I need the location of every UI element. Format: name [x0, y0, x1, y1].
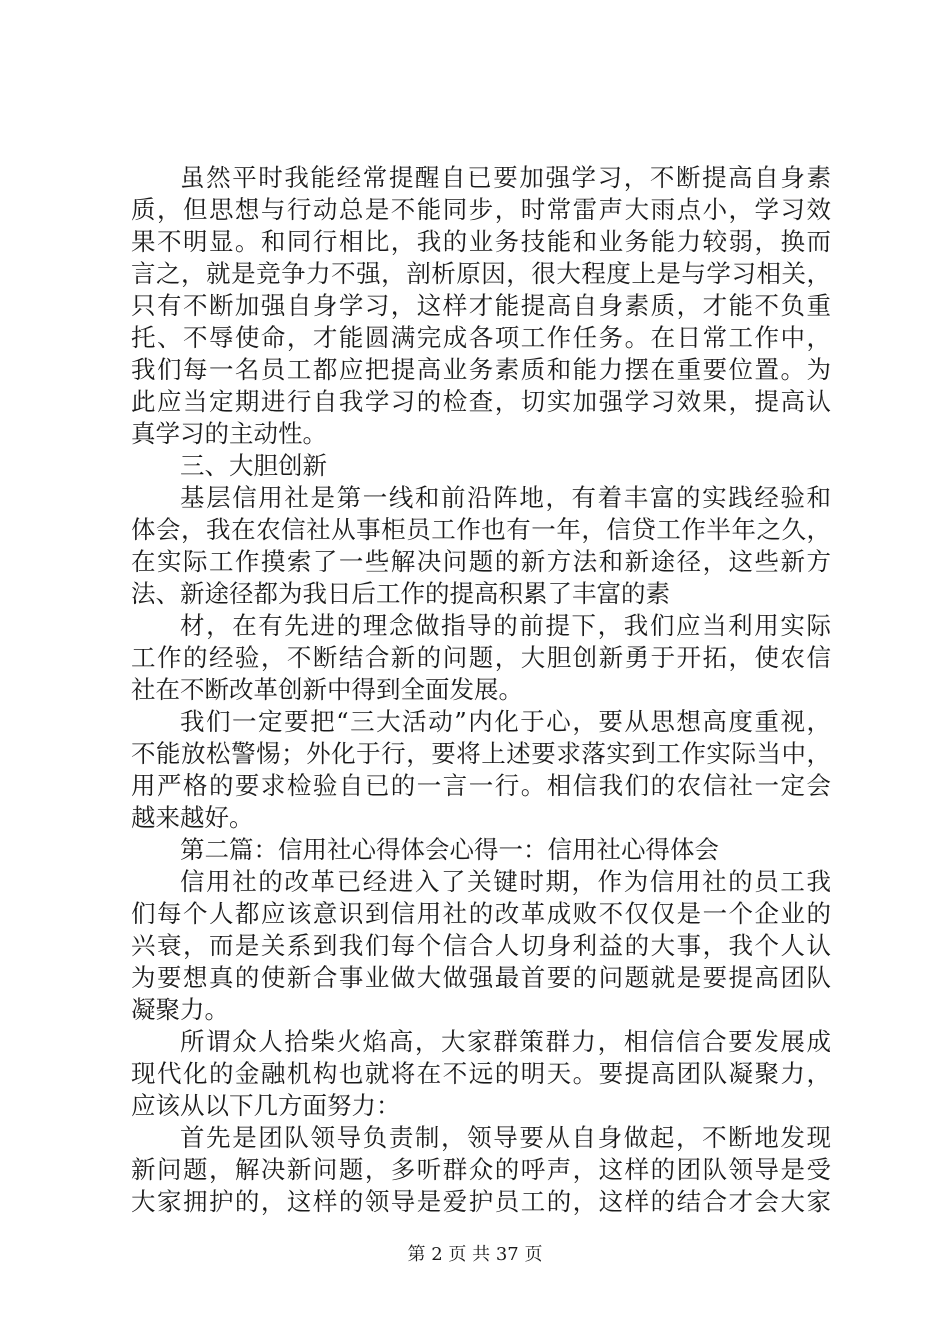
text-line: 现代化的金融机构也就将在不远的明天。要提高团队凝聚力， — [131, 1059, 831, 1088]
text-line: 材，在有先进的理念做指导的前提下，我们应当利用实际 — [180, 611, 831, 640]
text-line: 我们一定要把“三大活动”内化于心，要从思想高度重视， — [180, 707, 831, 736]
text-line: 大家拥护的，这样的领导是爱护员工的，这样的结合才会大家 — [131, 1187, 831, 1216]
text-line: 此应当定期进行自我学习的检查，切实加强学习效果，提高认 — [131, 387, 831, 416]
text-line: 我们每一名员工都应把提高业务素质和能力摆在重要位置。为 — [131, 355, 831, 384]
text-line: 新问题，解决新问题，多听群众的呼声，这样的团队领导是受 — [131, 1155, 831, 1184]
text-line: 法、新途径都为我日后工作的提高积累了丰富的素 — [131, 579, 670, 608]
text-line: 质，但思想与行动总是不能同步，时常雷声大雨点小，学习效 — [131, 195, 831, 224]
text-line: 凝聚力。 — [131, 995, 229, 1024]
text-line: 托、不辱使命，才能圆满完成各项工作任务。在日常工作中， — [131, 323, 831, 352]
text-line: 不能放松警惕；外化于行，要将上述要求落实到工作实际当中， — [131, 739, 831, 768]
text-line: 社在不断改革创新中得到全面发展。 — [131, 675, 523, 704]
text-line: 首先是团队领导负责制，领导要从自身做起，不断地发现 — [180, 1123, 831, 1152]
text-line: 为要想真的使新合事业做大做强最首要的问题就是要提高团队 — [131, 963, 831, 992]
text-line: 应该从以下几方面努力： — [131, 1091, 401, 1120]
text-line: 言之，就是竞争力不强，剖析原因，很大程度上是与学习相关， — [131, 259, 831, 288]
text-line: 虽然平时我能经常提醒自已要加强学习，不断提高自身素 — [180, 163, 831, 192]
text-line: 越来越好。 — [131, 803, 254, 832]
text-line: 体会，我在农信社从事柜员工作也有一年，信贷工作半年之久， — [131, 515, 831, 544]
text-line: 三、大胆创新 — [180, 451, 327, 480]
document-body — [131, 162, 831, 1218]
text-line: 只有不断加强自身学习，这样才能提高自身素质，才能不负重 — [131, 291, 831, 320]
text-line: 工作的经验，不断结合新的问题，大胆创新勇于开拓，使农信 — [131, 643, 831, 672]
text-line: 们每个人都应该意识到信用社的改革成败不仅仅是一个企业的 — [131, 899, 831, 928]
text-line: 在实际工作摸索了一些解决问题的新方法和新途径，这些新方 — [131, 547, 831, 576]
text-line: 真学习的主动性。 — [131, 419, 327, 448]
text-line: 第二篇：信用社心得体会心得一：信用社心得体会 — [180, 835, 719, 864]
text-line: 用严格的要求检验自已的一言一行。相信我们的农信社一定会 — [131, 771, 831, 800]
page-number-footer: 第 2 页 共 37 页 — [407, 1244, 543, 1265]
text-line: 兴衰，而是关系到我们每个信合人切身利益的大事，我个人认 — [131, 931, 831, 960]
text-line: 基层信用社是第一线和前沿阵地，有着丰富的实践经验和 — [180, 483, 831, 512]
text-line: 信用社的改革已经进入了关键时期，作为信用社的员工我 — [180, 867, 831, 896]
text-line: 果不明显。和同行相比，我的业务技能和业务能力较弱，换而 — [131, 227, 831, 256]
text-line: 所谓众人拾柴火焰高，大家群策群力，相信信合要发展成 — [180, 1027, 831, 1056]
